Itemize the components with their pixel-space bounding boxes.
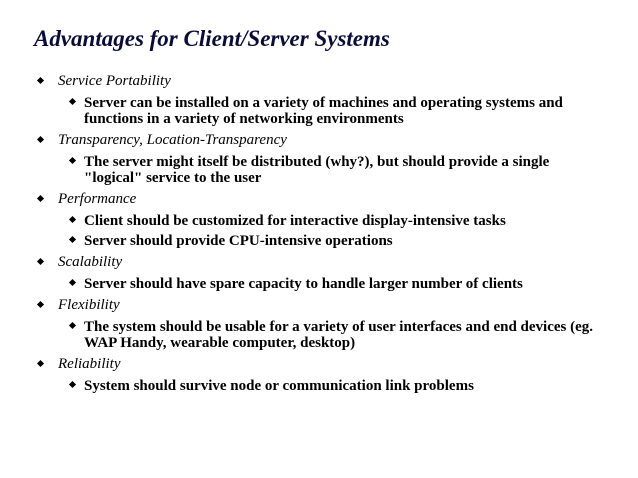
topic-label: Scalability — [58, 254, 123, 270]
sub-item — [0, 276, 638, 292]
diamond-bullet-icon — [37, 136, 44, 143]
topic-item — [0, 296, 638, 315]
sub-item — [0, 213, 638, 229]
topic-label: Flexibility — [58, 297, 120, 313]
sub-item — [0, 95, 638, 127]
diamond-bullet-icon — [37, 258, 44, 265]
diamond-bullet-icon — [69, 279, 76, 286]
sub-item-text: The system should be usable for a variety of user interfaces and end devices (eg. WAP Handy, wearable computer, desktop) — [84, 319, 594, 351]
diamond-bullet-icon — [69, 381, 76, 388]
sub-item — [0, 378, 638, 394]
topic-label: Transparency, Location-Transparency — [58, 132, 287, 148]
diamond-bullet-icon — [37, 195, 44, 202]
diamond-bullet-icon — [69, 236, 76, 243]
diamond-bullet-icon — [37, 301, 44, 308]
slide-title: Advantages for Client/Server Systems — [34, 26, 390, 51]
diamond-bullet-icon — [37, 77, 44, 84]
diamond-bullet-icon — [69, 98, 76, 105]
sub-item — [0, 319, 638, 351]
topic-label: Service Portability — [58, 73, 171, 89]
topic-item — [0, 72, 638, 91]
topic-item — [0, 253, 638, 272]
sub-item-text: Server can be installed on a variety of machines and operating systems and functions in a variety of networking environments — [84, 95, 563, 127]
sub-item — [0, 233, 638, 249]
sub-item-text: Server should have spare capacity to handle larger number of clients — [84, 276, 523, 292]
bullet-list — [0, 70, 638, 398]
diamond-bullet-icon — [69, 157, 76, 164]
topic-item — [0, 131, 638, 150]
topic-item — [0, 190, 638, 209]
diamond-bullet-icon — [69, 322, 76, 329]
sub-item-text: The server might itself be distributed (why?), but should provide a single "logical" service to the user — [84, 154, 550, 186]
sub-item-text: Server should provide CPU-intensive operations — [84, 233, 393, 249]
sub-item-text: Client should be customized for interactive display-intensive tasks — [84, 213, 506, 229]
diamond-bullet-icon — [37, 360, 44, 367]
topic-label: Performance — [58, 191, 137, 207]
diamond-bullet-icon — [69, 216, 76, 223]
sub-item-text: System should survive node or communication link problems — [84, 378, 474, 394]
sub-item — [0, 154, 638, 186]
topic-item — [0, 355, 638, 374]
topic-label: Reliability — [58, 356, 121, 372]
